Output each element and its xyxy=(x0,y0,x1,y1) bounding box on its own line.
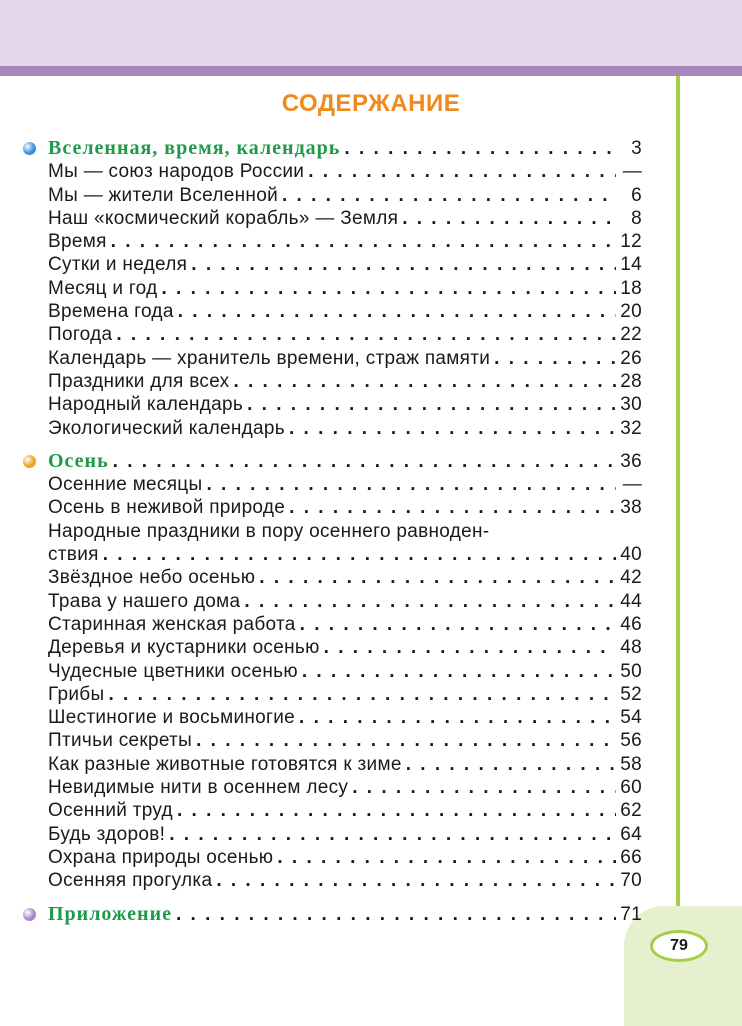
dot-leader xyxy=(162,277,617,300)
entry-title: Народные праздники в пору осеннего равноден- xyxy=(48,520,490,542)
dot-leader xyxy=(289,496,616,519)
toc-entry[interactable] xyxy=(48,160,642,183)
page-ref: 66 xyxy=(620,846,642,868)
dot-leader xyxy=(300,613,616,636)
toc-entry[interactable] xyxy=(48,520,642,543)
page-ref: 64 xyxy=(620,823,642,845)
toc-entry[interactable] xyxy=(48,753,642,776)
entry-title: Осенний труд xyxy=(48,800,173,822)
dot-leader xyxy=(111,230,616,253)
page-ref: — xyxy=(622,161,642,183)
entry-title: Чудесные цветники осенью xyxy=(48,660,298,682)
toc-entry[interactable] xyxy=(48,230,642,253)
dot-leader xyxy=(169,823,616,846)
dot-leader xyxy=(191,253,616,276)
entry-title: Охрана природы осенью xyxy=(48,846,274,868)
dot-leader xyxy=(289,417,616,440)
header-band xyxy=(0,0,742,66)
table-of-contents xyxy=(48,137,642,926)
dot-leader xyxy=(244,590,616,613)
page-ref: 56 xyxy=(620,730,642,752)
entry-title: Время xyxy=(48,231,107,253)
entry-title: Деревья и кустарники осенью xyxy=(48,637,320,659)
entry-title: Будь здоров! xyxy=(48,823,166,845)
dot-leader xyxy=(282,184,616,207)
page-ref: — xyxy=(622,474,642,496)
toc-entry[interactable] xyxy=(48,277,642,300)
toc-entry[interactable] xyxy=(48,869,642,892)
dot-leader xyxy=(177,799,616,822)
dot-leader xyxy=(352,776,616,799)
entry-title: Времена года xyxy=(48,301,174,323)
entry-title: Месяц и год xyxy=(48,277,158,299)
page-ref: 8 xyxy=(631,207,642,229)
entry-title: Осень в неживой природе xyxy=(48,497,286,519)
entry-title: Осенняя прогулка xyxy=(48,870,213,892)
header-rule xyxy=(0,66,742,76)
page-ref: 14 xyxy=(620,254,642,276)
page-ref: 60 xyxy=(620,777,642,799)
entry-title: Шестиногие и восьминогие xyxy=(48,707,296,729)
section-gap xyxy=(48,440,642,450)
page-ref: 48 xyxy=(620,637,642,659)
toc-entry[interactable] xyxy=(48,846,642,869)
toc-section[interactable] xyxy=(48,450,642,473)
toc-entry[interactable] xyxy=(48,776,642,799)
dot-leader xyxy=(233,370,616,393)
page-ref: 30 xyxy=(620,394,642,416)
dot-leader xyxy=(277,846,616,869)
dot-leader xyxy=(302,660,616,683)
page-ref: 26 xyxy=(620,347,642,369)
dot-leader xyxy=(344,137,616,160)
toc-entry[interactable] xyxy=(48,300,642,323)
toc-entry-continuation[interactable] xyxy=(48,543,642,566)
page-ref: 22 xyxy=(620,324,642,346)
page-ref: 28 xyxy=(620,370,642,392)
toc-entry[interactable] xyxy=(48,473,642,496)
dot-leader xyxy=(259,566,616,589)
entry-title: Наш «космический корабль» — Земля xyxy=(48,207,399,229)
page-ref: 20 xyxy=(620,301,642,323)
toc-entry[interactable] xyxy=(48,347,642,370)
entry-title: Народный календарь xyxy=(48,394,244,416)
dot-leader xyxy=(176,903,616,926)
entry-title: Старинная женская работа xyxy=(48,613,296,635)
toc-entry[interactable] xyxy=(48,370,642,393)
page-ref: 38 xyxy=(620,497,642,519)
entry-title: ствия xyxy=(48,544,99,566)
entry-title: Грибы xyxy=(48,683,105,705)
entry-title: Птичьи секреты xyxy=(48,730,193,752)
page-ref: 42 xyxy=(620,567,642,589)
dot-leader xyxy=(206,473,616,496)
dot-leader xyxy=(402,207,616,230)
page-ref: 54 xyxy=(620,707,642,729)
bullet-icon xyxy=(23,455,36,468)
toc-entry[interactable] xyxy=(48,729,642,752)
toc-entry[interactable] xyxy=(48,660,642,683)
dot-leader xyxy=(406,753,616,776)
toc-entry[interactable] xyxy=(48,706,642,729)
page-ref: 50 xyxy=(620,660,642,682)
page-title: СОДЕРЖАНИЕ xyxy=(281,90,461,117)
entry-title: Сутки и неделя xyxy=(48,254,188,276)
toc-entry[interactable] xyxy=(48,683,642,706)
entry-title: Как разные животные готовятся к зиме xyxy=(48,753,402,775)
toc-entry[interactable] xyxy=(48,253,642,276)
section-gap xyxy=(48,893,642,903)
dot-leader xyxy=(113,450,616,473)
dot-leader xyxy=(247,393,616,416)
page-ref: 58 xyxy=(620,753,642,775)
dot-leader xyxy=(308,160,616,183)
entry-title: Погода xyxy=(48,324,113,346)
dot-leader xyxy=(216,869,616,892)
page-ref: 44 xyxy=(620,590,642,612)
page-ref: 70 xyxy=(620,870,642,892)
bullet-icon xyxy=(23,908,36,921)
page-ref: 62 xyxy=(620,800,642,822)
toc-entry[interactable] xyxy=(48,184,642,207)
entry-title: Мы — союз народов России xyxy=(48,161,305,183)
bullet-icon xyxy=(23,142,36,155)
entry-title: Мы — жители Вселенной xyxy=(48,184,278,206)
dot-leader xyxy=(178,300,616,323)
toc-entry[interactable] xyxy=(48,207,642,230)
toc-section[interactable] xyxy=(48,137,642,160)
toc-entry[interactable] xyxy=(48,417,642,440)
dot-leader xyxy=(196,729,616,752)
page-ref: 71 xyxy=(620,903,642,925)
page-ref: 18 xyxy=(620,277,642,299)
dot-leader xyxy=(324,636,616,659)
toc-entry[interactable] xyxy=(48,590,642,613)
section-title: Вселенная, время, календарь xyxy=(48,137,341,159)
dot-leader xyxy=(299,706,616,729)
toc-section[interactable] xyxy=(48,903,642,926)
section-title: Приложение xyxy=(48,902,172,925)
section-title: Осень xyxy=(48,449,109,472)
page-ref: 6 xyxy=(631,184,642,206)
entry-title: Трава у нашего дома xyxy=(48,590,241,612)
entry-title: Осенние месяцы xyxy=(48,474,203,496)
toc-entry[interactable] xyxy=(48,823,642,846)
toc-entry[interactable] xyxy=(48,613,642,636)
entry-title: Календарь — хранитель времени, страж памяти xyxy=(48,347,491,369)
entry-title: Экологический календарь xyxy=(48,417,285,439)
page-ref: 40 xyxy=(620,544,642,566)
toc-entry[interactable] xyxy=(48,799,642,822)
page-ref: 12 xyxy=(620,231,642,253)
toc-entry[interactable] xyxy=(48,566,642,589)
toc-entry[interactable] xyxy=(48,393,642,416)
page-ref: 36 xyxy=(620,450,642,472)
dot-leader xyxy=(116,323,616,346)
page-ref: 46 xyxy=(620,613,642,635)
page-ref: 52 xyxy=(620,683,642,705)
entry-title: Невидимые нити в осеннем лесу xyxy=(48,777,349,799)
toc-entry[interactable] xyxy=(48,323,642,346)
entry-title: Праздники для всех xyxy=(48,370,230,392)
entry-title: Звёздное небо осенью xyxy=(48,567,256,589)
margin-line xyxy=(676,76,680,946)
page-number: 79 xyxy=(650,930,708,962)
page-ref: 3 xyxy=(631,138,642,159)
dot-leader xyxy=(494,347,616,370)
page-ref: 32 xyxy=(620,417,642,439)
dot-leader xyxy=(108,683,616,706)
toc-entry[interactable] xyxy=(48,636,642,659)
toc-entry[interactable] xyxy=(48,496,642,519)
dot-leader xyxy=(103,543,616,566)
